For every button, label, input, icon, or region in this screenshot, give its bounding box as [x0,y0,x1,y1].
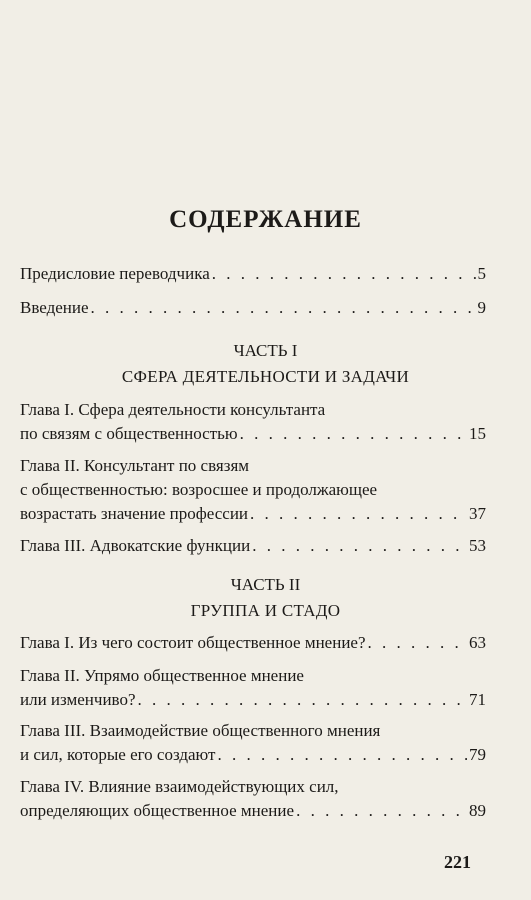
leader-dots [212,262,476,286]
toc-entry-chapter [20,454,486,526]
entry-page: 63 [469,633,486,652]
entry-page: 15 [469,424,486,443]
entry-page: 71 [469,690,486,709]
part-label: ЧАСТЬ II [230,575,301,594]
toc-entry-introduction [20,296,486,320]
leader-dots [252,534,467,558]
part-name: ГРУППА И СТАДО [190,601,341,620]
entry-page: 89 [469,801,486,820]
toc-entry-preface [20,262,486,286]
entry-title: Предисловие переводчика [20,264,210,283]
entry-title-line: Глава III. Взаимодействие общественного мнения [20,721,381,740]
entry-title-line: Глава II. Упрямо общественное мнение [20,666,304,685]
toc-entry-chapter [20,664,486,712]
entry-title-line: Глава I. Сфера деятельности консультанта [20,400,326,419]
entry-page: 9 [477,298,486,317]
entry-title-line: по связям с общественностью [20,424,238,443]
entry-title-line: определяющих общественное мнение [20,801,295,820]
toc-entry-chapter [20,534,486,558]
leader-dots [91,296,476,320]
toc-entry-chapter [20,719,486,767]
page-number: 221 [444,852,471,872]
leader-dots [240,422,467,446]
entry-title-line: и сил, которые его создают [20,745,216,764]
toc-entry-chapter [20,775,486,823]
entry-title-line: или изменчиво? [20,690,136,709]
entry-title-line: возрастать значение профессии [20,504,249,523]
entry-title: Введение [20,298,89,317]
part-heading [0,575,531,621]
entry-page: 37 [469,504,486,523]
entry-title: Глава III. Адвокатские функции [20,536,251,555]
entry-title: Глава I. Из чего состоит общественное мнение? [20,633,366,652]
leader-dots [138,688,467,712]
entry-title-line: Глава IV. Влияние взаимодействующих сил, [20,777,339,796]
toc-entry-chapter [20,398,486,446]
part-name: СФЕРА ДЕЯТЕЛЬНОСТИ И ЗАДАЧИ [121,367,410,386]
toc-entry-chapter [20,631,486,655]
entry-page: 79 [469,745,486,764]
leader-dots [217,743,467,767]
part-label: ЧАСТЬ I [233,341,298,360]
entry-page: 53 [469,536,486,555]
toc-title: СОДЕРЖАНИЕ [169,206,362,233]
leader-dots [250,502,467,526]
entry-title-line: с общественностью: возросшее и продолжающее [20,480,378,499]
leader-dots [296,799,467,823]
leader-dots [368,631,467,655]
entry-page: 5 [477,264,486,283]
entry-title-line: Глава II. Консультант по связям [20,456,250,475]
part-heading [0,341,531,387]
